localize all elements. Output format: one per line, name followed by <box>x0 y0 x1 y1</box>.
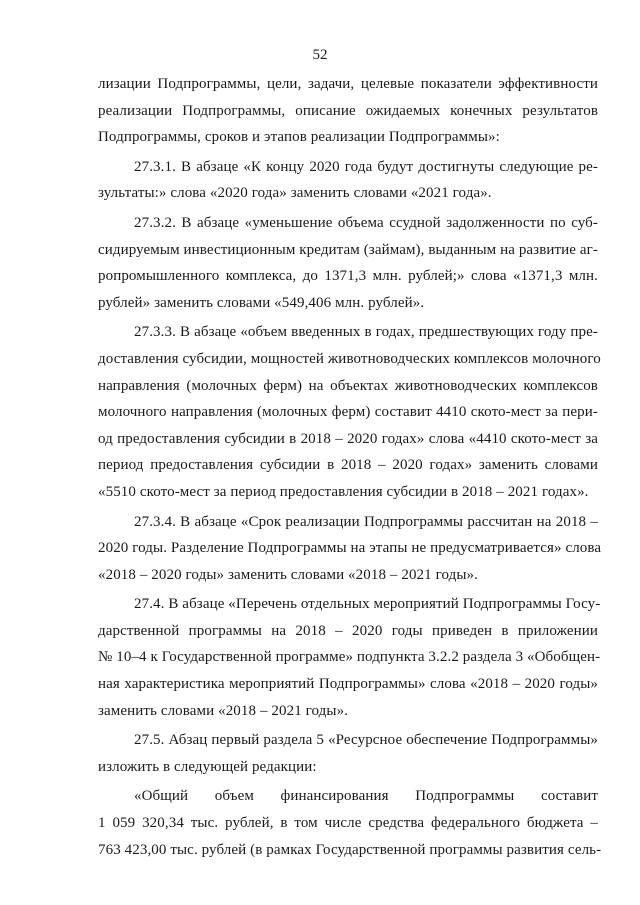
document-body <box>98 71 602 863</box>
paragraph <box>98 154 598 207</box>
text-line: Подпрограммы, сроков и этапов реализации Подпрограммы»: <box>98 129 500 146</box>
text-line: рублей» заменить словами «549,406 млн. рублей». <box>98 294 425 311</box>
text-line: ная характеристика мероприятий Подпрограммы» слова «2018 – 2020 годы» <box>98 676 598 693</box>
text-line: изложить в следующей редакции: <box>98 758 317 775</box>
paragraph <box>98 509 602 589</box>
text-line: направления (молочных ферм) на объектах животноводческих комплексов <box>98 377 598 394</box>
text-line: «Общий объем финансирования Подпрограммы составит <box>134 788 598 805</box>
text-line: 1 059 320,34 тыс. рублей, в том числе средства федерального бюджета – <box>98 815 598 832</box>
text-line: дарственной программы на 2018 – 2020 годы приведен в приложении <box>98 622 598 639</box>
text-line: 27.3.1. В абзаце «К концу 2020 года будут достигнуты следующие ре- <box>134 158 598 175</box>
text-line: 27.5. Абзац первый раздела 5 «Ресурсное обеспечение Подпрограммы» <box>134 732 598 749</box>
text-line: заменить словами «2018 – 2021 годы». <box>98 702 349 719</box>
paragraph <box>98 727 598 780</box>
paragraph <box>98 71 598 151</box>
paragraph <box>98 783 602 863</box>
text-line: «2018 – 2020 годы» заменить словами «2018 – 2021 годы». <box>98 566 479 583</box>
text-line: 27.3.2. В абзаце «уменьшение объема ссудной задолженности по суб- <box>134 214 598 231</box>
text-line: лизации Подпрограммы, цели, задачи, целевые показатели эффективности <box>98 76 598 92</box>
text-line: 27.3.4. В абзаце «Срок реализации Подпрограммы рассчитан на 2018 – <box>134 513 598 530</box>
text-line: зультаты:» слова «2020 года» заменить словами «2021 года». <box>98 185 492 202</box>
text-line: 763 423,00 тыс. рублей (в рамках Государственной программы развития сель- <box>98 841 602 858</box>
text-line: 27.3.3. В абзаце «объем введенных в годах, предшествующих году пре- <box>134 324 598 341</box>
text-line: 27.4. В абзаце «Перечень отдельных мероприятий Подпрограммы Госу- <box>134 596 601 613</box>
text-line: од предоставления субсидии в 2018 – 2020 годах» слова «4410 ското-мест за <box>98 430 598 447</box>
text-line: ропромышленного комплекса, до 1371,3 млн. рублей;» слова «1371,3 млн. <box>98 268 598 285</box>
paragraph <box>98 591 601 724</box>
text-line: № 10–4 к Государственной программе» подпункта 3.2.2 раздела 3 «Обобщен- <box>98 649 601 666</box>
paragraph <box>98 210 598 316</box>
text-line: доставления субсидии, мощностей животноводческих комплексов молочного <box>98 350 601 367</box>
page-number: 52 <box>312 47 328 63</box>
text-line: 2020 годы. Разделение Подпрограммы на этапы не предусматривается» слова <box>98 540 602 557</box>
text-line: молочного направления (молочных ферм) составит 4410 ското-мест за пери- <box>98 404 598 421</box>
text-line: реализации Подпрограммы, описание ожидаемых конечных результатов <box>98 102 598 119</box>
text-line: период предоставления субсидии в 2018 – 2020 годах» заменить словами <box>98 457 598 474</box>
text-line: сидируемым инвестиционным кредитам (займам), выданным на развитие аг- <box>98 241 599 258</box>
text-line: «5510 ското-мест за период предоставления субсидии в 2018 – 2021 годах». <box>98 483 589 500</box>
paragraph <box>98 319 601 505</box>
